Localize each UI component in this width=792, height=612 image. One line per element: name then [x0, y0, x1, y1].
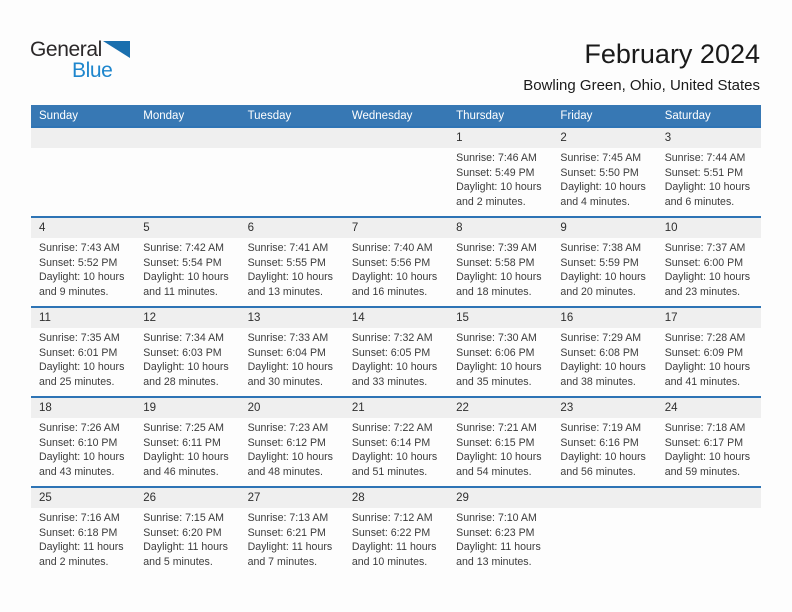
day-number	[657, 488, 761, 508]
sunrise-line: Sunrise: 7:15 AM	[143, 512, 224, 524]
day-number: 5	[135, 218, 239, 238]
day-number: 28	[344, 488, 448, 508]
day-details	[552, 328, 656, 389]
daylight-line-2: and 5 minutes.	[143, 555, 213, 568]
day-cell-empty	[552, 488, 656, 576]
day-cell-18	[31, 398, 135, 486]
daylight-line: Daylight: 10 hours	[39, 451, 125, 464]
day-number: 3	[657, 128, 761, 148]
sunrise-line: Sunrise: 7:38 AM	[560, 242, 642, 254]
day-number: 7	[344, 218, 448, 238]
day-details	[448, 508, 552, 569]
logo-text-blue: Blue	[72, 59, 113, 82]
day-cell-16	[552, 308, 656, 396]
day-details	[135, 238, 239, 299]
day-number: 17	[657, 308, 761, 328]
sunset-line: Sunset: 6:06 PM	[456, 346, 535, 359]
sunrise-line: Sunrise: 7:37 AM	[664, 242, 746, 254]
day-cell-11	[31, 308, 135, 396]
week-row	[31, 396, 761, 486]
daylight-line: Daylight: 11 hours	[456, 541, 541, 554]
weekday-header-row	[31, 105, 761, 126]
week-row	[31, 126, 761, 216]
logo-triangle-icon	[103, 41, 130, 58]
day-details	[552, 238, 656, 299]
daylight-line: Daylight: 10 hours	[456, 361, 542, 374]
day-details	[657, 148, 761, 209]
day-cell-8	[448, 218, 552, 306]
day-details	[657, 328, 761, 389]
day-details	[31, 508, 135, 569]
daylight-line: Daylight: 10 hours	[247, 361, 333, 374]
day-details	[344, 328, 448, 389]
day-details	[448, 238, 552, 299]
daylight-line-2: and 7 minutes.	[247, 555, 318, 568]
daylight-line-2: and 43 minutes.	[39, 465, 115, 478]
day-number: 23	[552, 398, 656, 418]
sunrise-line: Sunrise: 7:32 AM	[351, 332, 433, 344]
daylight-line: Daylight: 10 hours	[456, 271, 542, 284]
daylight-line-2: and 59 minutes.	[664, 465, 741, 478]
daylight-line: Daylight: 10 hours	[143, 361, 229, 374]
day-details	[31, 238, 135, 299]
day-header-sunday: Sunday	[39, 109, 79, 122]
day-number	[552, 488, 656, 508]
day-header-thursday: Thursday	[456, 109, 505, 122]
daylight-line-2: and 2 minutes.	[39, 555, 109, 568]
day-number: 21	[344, 398, 448, 418]
day-cell-26	[135, 488, 239, 576]
location-subtitle: Bowling Green, Ohio, United States	[523, 77, 760, 95]
sunset-line: Sunset: 6:16 PM	[560, 436, 639, 449]
day-details	[344, 508, 448, 569]
day-details	[135, 508, 239, 569]
sunset-line: Sunset: 6:05 PM	[351, 346, 431, 359]
daylight-line-2: and 11 minutes.	[143, 285, 218, 298]
daylight-line-2: and 54 minutes.	[456, 465, 532, 478]
day-details	[135, 418, 239, 479]
day-details	[657, 238, 761, 299]
sunrise-line: Sunrise: 7:16 AM	[39, 512, 120, 524]
day-header-monday: Monday	[143, 109, 185, 122]
day-number: 22	[448, 398, 552, 418]
day-cell-empty	[657, 488, 761, 576]
daylight-line-2: and 16 minutes.	[351, 285, 428, 298]
day-cell-19	[135, 398, 239, 486]
daylight-line-2: and 13 minutes.	[456, 555, 532, 568]
daylight-line: Daylight: 10 hours	[664, 181, 751, 194]
daylight-line: Daylight: 10 hours	[560, 181, 646, 194]
sunset-line: Sunset: 6:18 PM	[39, 526, 118, 539]
sunrise-line: Sunrise: 7:40 AM	[351, 242, 433, 254]
day-cell-3	[657, 128, 761, 216]
sunset-line: Sunset: 6:03 PM	[143, 346, 222, 359]
daylight-line-2: and 56 minutes.	[560, 465, 636, 478]
sunrise-line: Sunrise: 7:45 AM	[560, 152, 642, 164]
day-cell-empty	[31, 128, 135, 216]
sunrise-line: Sunrise: 7:39 AM	[456, 242, 537, 254]
daylight-line: Daylight: 10 hours	[456, 181, 542, 194]
day-cell-10	[657, 218, 761, 306]
day-cell-21	[344, 398, 448, 486]
daylight-line: Daylight: 11 hours	[39, 541, 124, 554]
day-header-saturday: Saturday	[664, 109, 711, 122]
day-details	[344, 418, 448, 479]
daylight-line-2: and 28 minutes.	[143, 375, 219, 388]
sunset-line: Sunset: 5:51 PM	[664, 166, 744, 179]
day-number: 27	[240, 488, 344, 508]
day-number: 6	[240, 218, 344, 238]
day-number: 29	[448, 488, 552, 508]
sunset-line: Sunset: 5:50 PM	[560, 166, 639, 179]
day-details	[31, 418, 135, 479]
day-cell-6	[240, 218, 344, 306]
sunset-line: Sunset: 6:20 PM	[143, 526, 222, 539]
sunrise-line: Sunrise: 7:46 AM	[456, 152, 537, 164]
daylight-line: Daylight: 10 hours	[560, 451, 646, 464]
daylight-line-2: and 25 minutes.	[39, 375, 115, 388]
daylight-line-2: and 41 minutes.	[664, 375, 741, 388]
day-number	[240, 128, 344, 148]
sunrise-line: Sunrise: 7:33 AM	[247, 332, 329, 344]
day-number: 2	[552, 128, 656, 148]
day-cell-17	[657, 308, 761, 396]
day-number: 1	[448, 128, 552, 148]
daylight-line: Daylight: 10 hours	[456, 451, 542, 464]
sunrise-line: Sunrise: 7:22 AM	[351, 422, 433, 434]
day-cell-1	[448, 128, 552, 216]
daylight-line: Daylight: 10 hours	[351, 271, 438, 284]
daylight-line: Daylight: 10 hours	[664, 361, 751, 374]
sunrise-line: Sunrise: 7:30 AM	[456, 332, 537, 344]
day-details	[448, 418, 552, 479]
week-row	[31, 486, 761, 576]
day-details	[552, 148, 656, 209]
day-cell-4	[31, 218, 135, 306]
day-number: 18	[31, 398, 135, 418]
sunset-line: Sunset: 6:04 PM	[247, 346, 326, 359]
daylight-line: Daylight: 10 hours	[664, 451, 751, 464]
week-row	[31, 306, 761, 396]
sunrise-line: Sunrise: 7:12 AM	[351, 512, 433, 524]
sunset-line: Sunset: 6:23 PM	[456, 526, 535, 539]
daylight-line-2: and 51 minutes.	[351, 465, 428, 478]
day-number	[344, 128, 448, 148]
sunrise-line: Sunrise: 7:21 AM	[456, 422, 537, 434]
sunrise-line: Sunrise: 7:41 AM	[247, 242, 329, 254]
daylight-line: Daylight: 10 hours	[351, 451, 438, 464]
day-details	[240, 508, 344, 569]
sunset-line: Sunset: 6:17 PM	[664, 436, 744, 449]
logo-text-general: General	[30, 38, 102, 61]
sunset-line: Sunset: 5:49 PM	[456, 166, 535, 179]
day-cell-14	[344, 308, 448, 396]
sunrise-line: Sunrise: 7:25 AM	[143, 422, 224, 434]
day-details	[135, 328, 239, 389]
day-number: 11	[31, 308, 135, 328]
sunset-line: Sunset: 6:14 PM	[351, 436, 431, 449]
daylight-line: Daylight: 10 hours	[247, 451, 333, 464]
day-number: 24	[657, 398, 761, 418]
day-details	[240, 418, 344, 479]
daylight-line: Daylight: 11 hours	[351, 541, 437, 554]
sunset-line: Sunset: 5:55 PM	[247, 256, 326, 269]
sunrise-line: Sunrise: 7:26 AM	[39, 422, 120, 434]
sunrise-line: Sunrise: 7:28 AM	[664, 332, 746, 344]
day-details	[240, 238, 344, 299]
daylight-line-2: and 46 minutes.	[143, 465, 219, 478]
day-number: 15	[448, 308, 552, 328]
day-details	[657, 418, 761, 479]
calendar-grid	[31, 105, 761, 576]
logo-row	[30, 40, 150, 60]
sunrise-line: Sunrise: 7:35 AM	[39, 332, 120, 344]
sunrise-line: Sunrise: 7:13 AM	[247, 512, 329, 524]
day-cell-25	[31, 488, 135, 576]
daylight-line-2: and 2 minutes.	[456, 195, 526, 208]
daylight-line: Daylight: 10 hours	[560, 361, 646, 374]
day-number: 25	[31, 488, 135, 508]
daylight-line-2: and 9 minutes.	[39, 285, 109, 298]
sunset-line: Sunset: 6:10 PM	[39, 436, 118, 449]
day-cell-15	[448, 308, 552, 396]
day-details	[240, 328, 344, 389]
daylight-line: Daylight: 10 hours	[664, 271, 751, 284]
month-title: February 2024	[584, 39, 760, 69]
sunset-line: Sunset: 6:22 PM	[351, 526, 431, 539]
day-details	[344, 238, 448, 299]
day-number: 19	[135, 398, 239, 418]
day-header-friday: Friday	[560, 109, 593, 122]
daylight-line-2: and 35 minutes.	[456, 375, 532, 388]
day-cell-7	[344, 218, 448, 306]
sunset-line: Sunset: 6:12 PM	[247, 436, 326, 449]
title-block	[523, 40, 760, 94]
daylight-line-2: and 4 minutes.	[560, 195, 630, 208]
day-cell-28	[344, 488, 448, 576]
sunset-line: Sunset: 5:59 PM	[560, 256, 639, 269]
daylight-line: Daylight: 10 hours	[560, 271, 646, 284]
day-cell-9	[552, 218, 656, 306]
weeks-container	[31, 126, 761, 576]
daylight-line-2: and 23 minutes.	[664, 285, 741, 298]
day-cell-empty	[344, 128, 448, 216]
sunrise-line: Sunrise: 7:29 AM	[560, 332, 642, 344]
day-cell-2	[552, 128, 656, 216]
sunrise-line: Sunrise: 7:19 AM	[560, 422, 642, 434]
day-details	[448, 328, 552, 389]
daylight-line: Daylight: 10 hours	[39, 271, 125, 284]
daylight-line: Daylight: 10 hours	[351, 361, 438, 374]
sunset-line: Sunset: 6:21 PM	[247, 526, 326, 539]
daylight-line-2: and 6 minutes.	[664, 195, 735, 208]
daylight-line: Daylight: 10 hours	[143, 271, 229, 284]
daylight-line-2: and 18 minutes.	[456, 285, 532, 298]
day-header-tuesday: Tuesday	[247, 109, 292, 122]
day-cell-5	[135, 218, 239, 306]
day-cell-27	[240, 488, 344, 576]
sunset-line: Sunset: 6:01 PM	[39, 346, 118, 359]
day-number	[31, 128, 135, 148]
daylight-line: Daylight: 10 hours	[247, 271, 333, 284]
day-details	[31, 328, 135, 389]
day-header-wednesday: Wednesday	[351, 109, 413, 122]
day-number: 16	[552, 308, 656, 328]
sunrise-line: Sunrise: 7:34 AM	[143, 332, 224, 344]
week-row	[31, 216, 761, 306]
day-number: 13	[240, 308, 344, 328]
day-cell-empty	[135, 128, 239, 216]
day-cell-13	[240, 308, 344, 396]
day-number: 20	[240, 398, 344, 418]
day-cell-20	[240, 398, 344, 486]
sunset-line: Sunset: 5:56 PM	[351, 256, 431, 269]
daylight-line-2: and 33 minutes.	[351, 375, 428, 388]
daylight-line-2: and 13 minutes.	[247, 285, 323, 298]
day-number: 10	[657, 218, 761, 238]
daylight-line-2: and 38 minutes.	[560, 375, 636, 388]
sunset-line: Sunset: 5:58 PM	[456, 256, 535, 269]
day-cell-22	[448, 398, 552, 486]
daylight-line-2: and 10 minutes.	[351, 555, 428, 568]
generalblue-logo	[30, 40, 150, 81]
day-number: 26	[135, 488, 239, 508]
daylight-line-2: and 48 minutes.	[247, 465, 323, 478]
day-cell-29	[448, 488, 552, 576]
sunset-line: Sunset: 6:11 PM	[143, 436, 221, 449]
day-cell-12	[135, 308, 239, 396]
day-number: 8	[448, 218, 552, 238]
sunrise-line: Sunrise: 7:42 AM	[143, 242, 224, 254]
daylight-line-2: and 30 minutes.	[247, 375, 323, 388]
sunrise-line: Sunrise: 7:18 AM	[664, 422, 746, 434]
sunset-line: Sunset: 5:52 PM	[39, 256, 118, 269]
day-number	[135, 128, 239, 148]
day-details	[448, 148, 552, 209]
day-details	[552, 418, 656, 479]
sunset-line: Sunset: 5:54 PM	[143, 256, 222, 269]
day-number: 9	[552, 218, 656, 238]
daylight-line-2: and 20 minutes.	[560, 285, 636, 298]
sunrise-line: Sunrise: 7:44 AM	[664, 152, 746, 164]
sunset-line: Sunset: 6:08 PM	[560, 346, 639, 359]
sunset-line: Sunset: 6:15 PM	[456, 436, 535, 449]
sunset-line: Sunset: 6:09 PM	[664, 346, 744, 359]
day-number: 4	[31, 218, 135, 238]
day-cell-empty	[240, 128, 344, 216]
sunrise-line: Sunrise: 7:10 AM	[456, 512, 537, 524]
daylight-line: Daylight: 11 hours	[247, 541, 333, 554]
day-cell-23	[552, 398, 656, 486]
day-cell-24	[657, 398, 761, 486]
day-number: 12	[135, 308, 239, 328]
daylight-line: Daylight: 10 hours	[39, 361, 125, 374]
sunrise-line: Sunrise: 7:43 AM	[39, 242, 120, 254]
daylight-line: Daylight: 11 hours	[143, 541, 228, 554]
sunrise-line: Sunrise: 7:23 AM	[247, 422, 329, 434]
daylight-line: Daylight: 10 hours	[143, 451, 229, 464]
sunset-line: Sunset: 6:00 PM	[664, 256, 744, 269]
day-number: 14	[344, 308, 448, 328]
